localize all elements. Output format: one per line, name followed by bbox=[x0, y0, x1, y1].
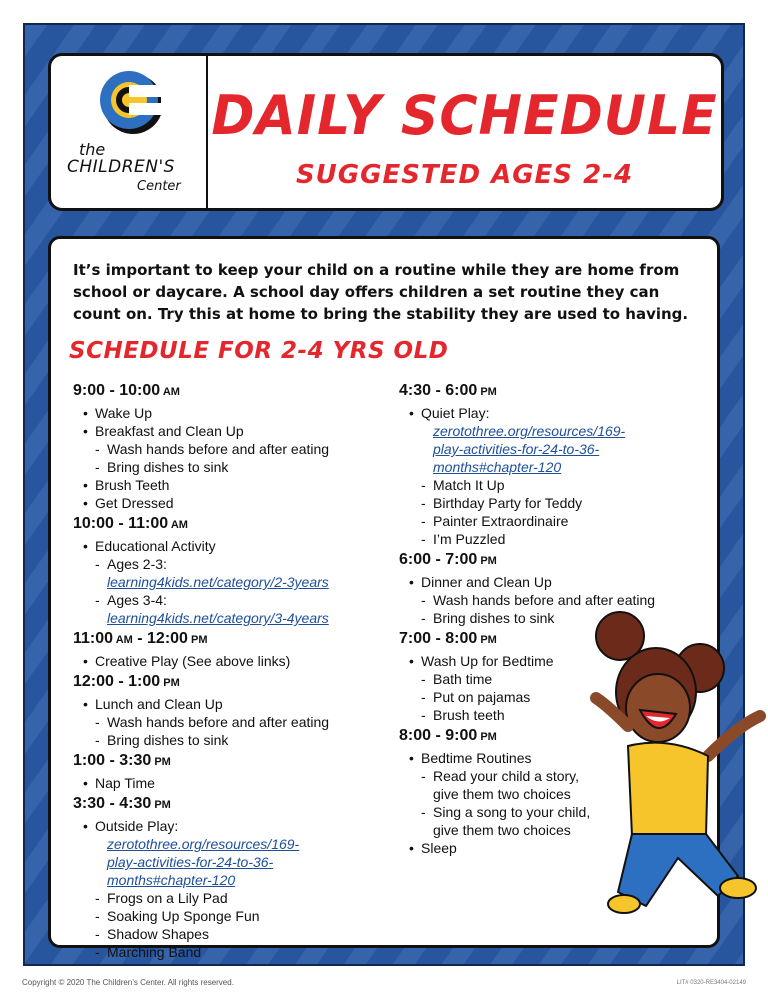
jumping-child-illustration-icon bbox=[588, 606, 766, 916]
logo-text-the: the bbox=[79, 140, 106, 159]
activity-subitem: - Brush teeth bbox=[421, 706, 679, 724]
schedule-column-left bbox=[73, 379, 403, 961]
page-subtitle: SUGGESTED AGES 2-4 bbox=[295, 160, 634, 190]
time-slot-heading bbox=[73, 670, 403, 695]
activity-subitem: - Soaking Up Sponge Fun bbox=[95, 907, 403, 925]
time-range: 10:00 - 11:00 bbox=[73, 515, 169, 532]
activity-item: • Quiet Play: bbox=[409, 404, 679, 422]
copyright-text: Copyright © 2020 The Children’s Center. All rights reserved. bbox=[22, 978, 234, 987]
activity-subitem: - Put on pajamas bbox=[421, 688, 679, 706]
time-period: PM bbox=[151, 756, 171, 768]
time-range: - 12:00 bbox=[132, 630, 188, 647]
activity-item: • Outside Play: bbox=[83, 817, 403, 835]
activity-subitem: - Ages 3-4: bbox=[95, 591, 403, 609]
time-period: PM bbox=[151, 799, 171, 811]
logo-text-childrens: CHILDREN'S bbox=[67, 157, 175, 177]
time-range: 1:00 - 3:30 bbox=[73, 752, 152, 769]
activity-item: • Dinner and Clean Up bbox=[409, 573, 679, 591]
activity-subitem: - Read your child a story, bbox=[421, 767, 679, 785]
time-range: 4:30 - 6:00 bbox=[399, 382, 478, 399]
activity-subitem: - Bring dishes to sink bbox=[95, 731, 403, 749]
activity-subitem: - Frogs on a Lily Pad bbox=[95, 889, 403, 907]
time-period: PM bbox=[160, 677, 180, 689]
section-heading: SCHEDULE FOR 2-4 YRS OLD bbox=[69, 338, 449, 364]
activity-item: • Wash Up for Bedtime bbox=[409, 652, 679, 670]
time-range: 6:00 - 7:00 bbox=[399, 551, 478, 568]
activity-item: • Creative Play (See above links) bbox=[83, 652, 403, 670]
activity-item: • Sleep bbox=[409, 839, 679, 857]
resource-link[interactable]: zerotothree.org/resources/169- bbox=[107, 836, 300, 852]
time-range: 3:30 - 4:30 bbox=[73, 795, 152, 812]
time-range: 12:00 - 1:00 bbox=[73, 673, 161, 690]
activity-subitem: - I’m Puzzled bbox=[421, 530, 679, 548]
intro-paragraph: It’s important to keep your child on a routine while they are home from school or daycare. A school day offers children a set routine they can count on. Try this at home to bring the stability they are used to having. bbox=[73, 261, 689, 323]
activity-subitem: - Bath time bbox=[421, 670, 679, 688]
time-period: PM bbox=[477, 731, 497, 743]
activity-item: • Nap Time bbox=[83, 774, 403, 792]
time-slot-heading bbox=[73, 512, 403, 537]
activity-item: • Get Dressed bbox=[83, 494, 403, 512]
time-period: PM bbox=[187, 634, 208, 646]
time-range: 9:00 - 10:00 bbox=[73, 382, 161, 399]
resource-link[interactable]: learning4kids.net/category/2-3years bbox=[107, 574, 329, 590]
time-period: PM bbox=[477, 634, 497, 646]
time-slot-heading bbox=[399, 379, 679, 404]
time-slot-heading bbox=[73, 627, 403, 652]
resource-link[interactable]: play-activities-for-24-to-36- bbox=[107, 854, 274, 870]
time-range: 11:00 bbox=[73, 630, 114, 647]
activity-subitem: - Bring dishes to sink bbox=[421, 609, 679, 627]
page-title: DAILY SCHEDULE bbox=[211, 84, 718, 148]
activity-item: • Wake Up bbox=[83, 404, 403, 422]
time-period: PM bbox=[477, 555, 497, 567]
time-slot-heading bbox=[73, 749, 403, 774]
activity-subitem-continued: give them two choices bbox=[433, 822, 571, 838]
activity-item: • Breakfast and Clean Up bbox=[83, 422, 403, 440]
logo-text-center: Center bbox=[137, 179, 181, 194]
activity-subitem: - Marching Band bbox=[95, 943, 403, 961]
logo bbox=[51, 56, 208, 208]
time-range: 8:00 - 9:00 bbox=[399, 727, 478, 744]
activity-subitem: - Shadow Shapes bbox=[95, 925, 403, 943]
time-slot-heading bbox=[399, 548, 679, 573]
time-period: AM bbox=[113, 634, 133, 646]
activity-subitem: - Ages 2-3: bbox=[95, 555, 403, 573]
document-code: LIT# 0320-RE3404-02149 bbox=[676, 980, 746, 986]
childrens-center-logo-icon bbox=[99, 68, 161, 138]
time-period: AM bbox=[160, 386, 180, 398]
activity-subitem: - Painter Extraordinaire bbox=[421, 512, 679, 530]
resource-link[interactable]: months#chapter-120 bbox=[107, 872, 236, 888]
activity-subitem: - Wash hands before and after eating bbox=[421, 591, 679, 609]
activity-subitem: - Birthday Party for Teddy bbox=[421, 494, 679, 512]
activity-subitem: - Wash hands before and after eating bbox=[95, 440, 403, 458]
activity-item: • Educational Activity bbox=[83, 537, 403, 555]
time-slot-heading bbox=[73, 379, 403, 404]
time-period: AM bbox=[168, 519, 188, 531]
activity-subitem-continued: give them two choices bbox=[433, 786, 571, 802]
resource-link[interactable]: months#chapter-120 bbox=[433, 459, 562, 475]
activity-subitem: - Match It Up bbox=[421, 476, 679, 494]
resource-link[interactable]: zerotothree.org/resources/169- bbox=[433, 423, 626, 439]
resource-link[interactable]: play-activities-for-24-to-36- bbox=[433, 441, 600, 457]
resource-link[interactable]: learning4kids.net/category/3-4years bbox=[107, 610, 329, 626]
time-slot-heading bbox=[73, 792, 403, 817]
header-card bbox=[48, 53, 724, 211]
activity-subitem: - Sing a song to your child, bbox=[421, 803, 679, 821]
time-period: PM bbox=[477, 386, 497, 398]
activity-subitem: - Bring dishes to sink bbox=[95, 458, 403, 476]
activity-item: • Lunch and Clean Up bbox=[83, 695, 403, 713]
time-range: 7:00 - 8:00 bbox=[399, 630, 478, 647]
activity-subitem: - Wash hands before and after eating bbox=[95, 713, 403, 731]
activity-item: • Brush Teeth bbox=[83, 476, 403, 494]
activity-item: • Bedtime Routines bbox=[409, 749, 679, 767]
